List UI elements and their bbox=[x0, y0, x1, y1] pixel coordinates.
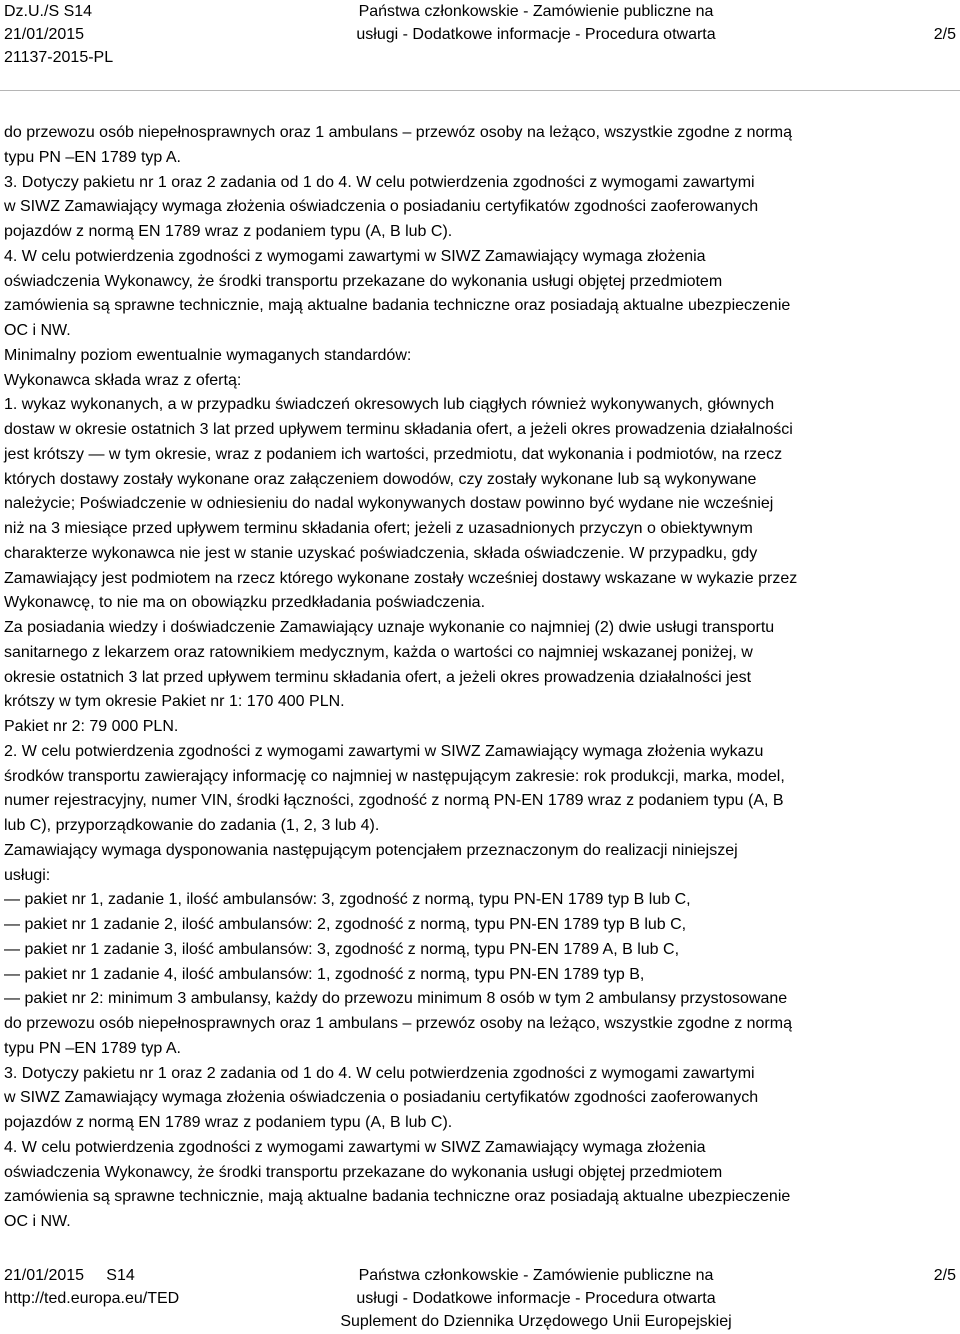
body-line: 3. Dotyczy pakietu nr 1 oraz 2 zadania od 1 do 4. W celu potwierdzenia zgodności z wymogami zawartymi bbox=[4, 173, 755, 191]
body-line: — pakiet nr 2: minimum 3 ambulansy, każdy do przewozu minimum 8 osób w tym 2 ambulansy przystosowane bbox=[4, 990, 788, 1008]
footer-url[interactable]: http://ted.europa.eu/TED bbox=[4, 1290, 180, 1307]
document-body bbox=[4, 121, 956, 1235]
body-line: usługi: bbox=[4, 866, 51, 884]
header-title-line-1: Państwa członkowskie - Zamówienie publiczne na bbox=[358, 3, 714, 20]
body-line: OC i NW. bbox=[4, 1213, 71, 1230]
header-left bbox=[4, 0, 113, 69]
body-line: oświadczenia Wykonawcy, że środki transportu przekazane do wykonania usługi objętej przedmiotem bbox=[4, 1163, 723, 1181]
page-footer bbox=[4, 1264, 956, 1334]
body-line: należycie; Poświadczenie w odniesieniu do nadal wykonywanych dostaw powinno być wydane nie wcześniej bbox=[4, 495, 774, 513]
page-header bbox=[4, 0, 956, 70]
footer-supplement: Suplement do Dziennika Urzędowego Unii Europejskiej bbox=[340, 1313, 732, 1330]
body-line: — pakiet nr 1 zadanie 3, ilość ambulansów: 3, zgodność z normą, typu PN-EN 1789 A, B lub C, bbox=[4, 940, 680, 958]
body-line: Zamawiający jest podmiotem na rzecz którego wykonane zostały wcześniej dostawy wskazane w wykazie przez bbox=[4, 569, 798, 587]
body-line: dostaw w okresie ostatnich 3 lat przed upływem terminu składania ofert, a jeżeli okres prowadzenia działalności bbox=[4, 421, 793, 438]
footer-center bbox=[331, 1264, 741, 1333]
body-line: OC i NW. bbox=[4, 322, 71, 339]
body-line: Zamawiający wymaga dysponowania następującym potencjałem przeznaczonym do realizacji niniejszej bbox=[4, 841, 738, 859]
body-line: Wykonawca składa wraz z ofertą: bbox=[4, 371, 242, 389]
body-line: w SIWZ Zamawiający wymaga złożenia oświadczenia o posiadaniu certyfikatów zgodności zaoferowanych bbox=[4, 198, 759, 216]
body-line: 1. wykaz wykonanych, a w przypadku świadczeń okresowych lub ciągłych również wykonywanych, głównych bbox=[4, 396, 775, 414]
body-line: lub C), przyporządkowanie do zadania (1, 2, 3 lub 4). bbox=[4, 817, 380, 834]
body-line: okresie ostatnich 3 lat przed upływem terminu składania ofert, a jeżeli okres prowadzenia działalności jest bbox=[4, 668, 752, 686]
body-line: — pakiet nr 1, zadanie 1, ilość ambulansów: 3, zgodność z normą, typu PN-EN 1789 typ B lub C, bbox=[4, 891, 691, 909]
body-line: numer rejestracyjny, numer VIN, środki łączności, zgodność z normą PN-EN 1789 wraz z podaniem typu (A, B bbox=[4, 792, 784, 810]
body-line: do przewozu osób niepełnosprawnych oraz 1 ambulans – przewóz osoby na leżąco, wszystkie zgodne z normą bbox=[4, 124, 792, 141]
body-line: pojazdów z normą EN 1789 wraz z podaniem typu (A, B lub C). bbox=[4, 223, 453, 240]
body-line: środków transportu zawierający informację co najmniej w następującym zakresie: rok produkcji, marka, model, bbox=[4, 767, 785, 785]
body-line: zamówienia są sprawne technicznie, mają aktualne badania techniczne oraz posiadają aktualne ubezpieczenie bbox=[4, 1188, 791, 1206]
body-line: typu PN –EN 1789 typ A. bbox=[4, 148, 181, 166]
body-line: oświadczenia Wykonawcy, że środki transportu przekazane do wykonania usługi objętej przedmiotem bbox=[4, 272, 723, 290]
body-line: do przewozu osób niepełnosprawnych oraz 1 ambulans – przewóz osoby na leżąco, wszystkie zgodne z normą bbox=[4, 1015, 792, 1032]
body-line: 3. Dotyczy pakietu nr 1 oraz 2 zadania od 1 do 4. W celu potwierdzenia zgodności z wymogami zawartymi bbox=[4, 1064, 755, 1082]
body-line: niż na 3 miesiące przed upływem terminu składania ofert; jeżeli z uzasadnionych przyczyn o obiektywnym bbox=[4, 520, 753, 537]
body-line: — pakiet nr 1 zadanie 2, ilość ambulansów: 2, zgodność z normą, typu PN-EN 1789 typ B lub C, bbox=[4, 916, 687, 933]
footer-title-line-1: Państwa członkowskie - Zamówienie publiczne na bbox=[358, 1267, 714, 1284]
header-date: 21/01/2015 bbox=[4, 26, 85, 43]
body-line: w SIWZ Zamawiający wymaga złożenia oświadczenia o posiadaniu certyfikatów zgodności zaoferowanych bbox=[4, 1089, 759, 1107]
body-line: — pakiet nr 1 zadanie 4, ilość ambulansów: 1, zgodność z normą, typu PN-EN 1789 typ B, bbox=[4, 965, 645, 983]
body-line: pojazdów z normą EN 1789 wraz z podaniem typu (A, B lub C). bbox=[4, 1114, 453, 1131]
footer-page-number: 2/5 bbox=[933, 1267, 956, 1284]
body-line: których dostawy zostały wykonane oraz załączeniem dowodów, czy zostały wykonane lub są wykonywane bbox=[4, 470, 757, 488]
footer-left bbox=[4, 1264, 179, 1310]
body-line: Wykonawcę, to nie ma on obowiązku przedkładania poświadczenia. bbox=[4, 594, 486, 612]
body-line: Pakiet nr 2: 79 000 PLN. bbox=[4, 718, 179, 735]
header-divider bbox=[0, 90, 960, 91]
body-line: 4. W celu potwierdzenia zgodności z wymogami zawartymi w SIWZ Zamawiający wymaga złożenia bbox=[4, 247, 706, 265]
body-line: Za posiadania wiedzy i doświadczenie Zamawiający uznaje wykonanie co najmniej (2) dwie usługi transportu bbox=[4, 619, 775, 636]
header-page-number: 2/5 bbox=[933, 26, 956, 43]
body-line: jest krótszy — w tym okresie, wraz z podaniem ich wartości, przedmiotu, dat wykonania i podmiotów, na rzecz bbox=[4, 445, 783, 463]
body-line: Minimalny poziom ewentualnie wymaganych standardów: bbox=[4, 346, 412, 364]
footer-title-line-2: usługi - Dodatkowe informacje - Procedura otwarta bbox=[356, 1290, 716, 1307]
body-line: krótszy w tym okresie Pakiet nr 1: 170 400 PLN. bbox=[4, 693, 345, 711]
body-line: zamówienia są sprawne technicznie, mają aktualne badania techniczne oraz posiadają aktualne ubezpieczenie bbox=[4, 297, 791, 315]
header-journal-ref: Dz.U./S S14 bbox=[4, 3, 93, 20]
footer-date: 21/01/2015 S14 bbox=[4, 1267, 135, 1284]
header-notice-number: 21137-2015-PL bbox=[4, 49, 114, 66]
body-line: 4. W celu potwierdzenia zgodności z wymogami zawartymi w SIWZ Zamawiający wymaga złożenia bbox=[4, 1138, 706, 1156]
body-line: sanitarnego z lekarzem oraz ratownikiem medycznym, każda o wartości co najmniej wskazanej poniżej, w bbox=[4, 643, 753, 661]
body-line: typu PN –EN 1789 typ A. bbox=[4, 1039, 181, 1057]
body-line: 2. W celu potwierdzenia zgodności z wymogami zawartymi w SIWZ Zamawiający wymaga złożenia wykazu bbox=[4, 742, 764, 760]
body-line: charakterze wykonawca nie jest w stanie uzyskać poświadczenia, składa oświadczenie. W przypadku, gdy bbox=[4, 544, 758, 562]
header-title-line-2: usługi - Dodatkowe informacje - Procedura otwarta bbox=[356, 26, 716, 43]
header-center bbox=[331, 0, 741, 46]
